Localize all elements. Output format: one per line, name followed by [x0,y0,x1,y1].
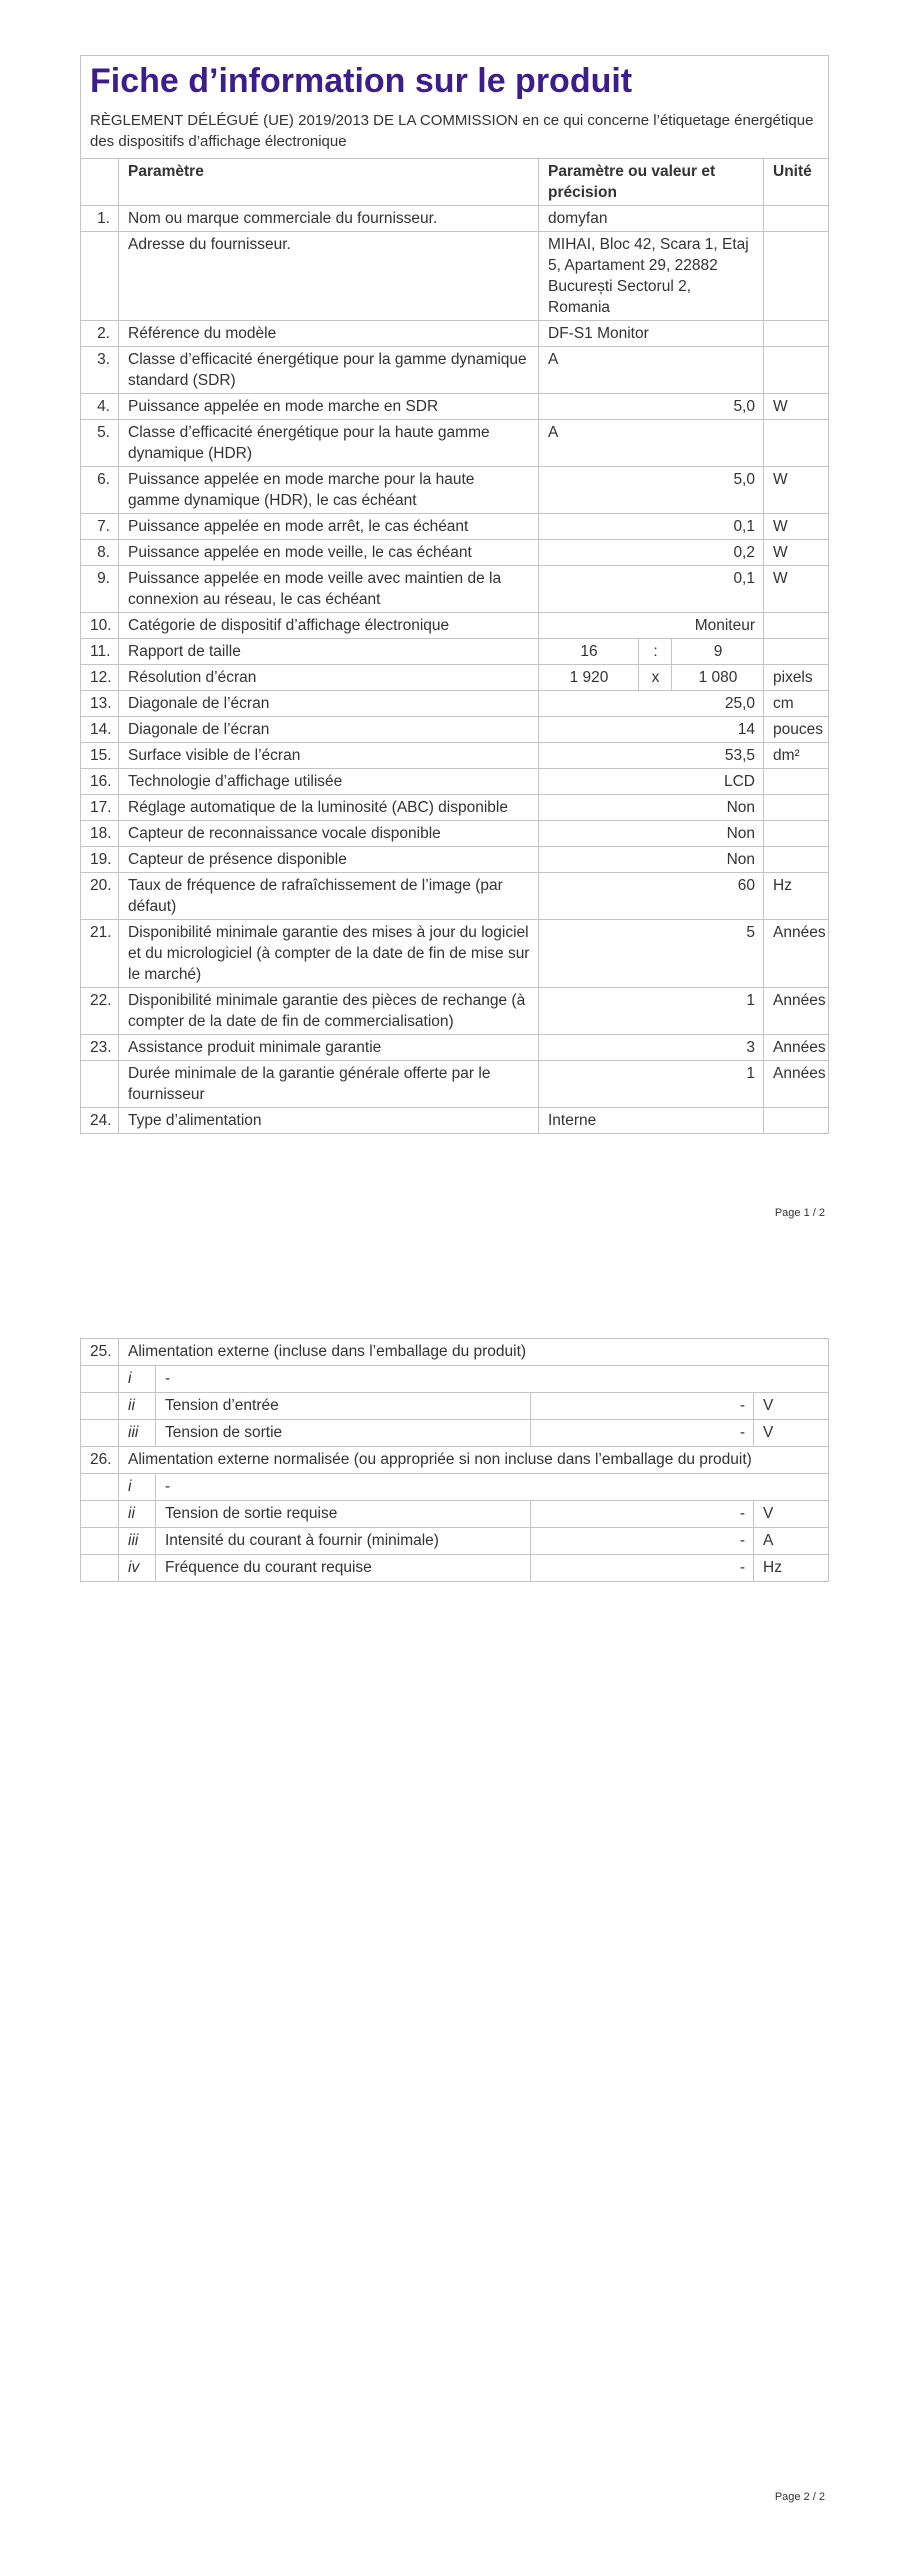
row-label: Alimentation externe normalisée (ou appropriée si non incluse dans l’emballage du produit) [119,1447,829,1474]
row-value: 0,1 [539,514,764,540]
row-label: Diagonale de l’écran [119,691,539,717]
row-number: 4. [81,394,119,420]
row-number: 12. [81,665,119,691]
row-label: Technologie d’affichage utilisée [119,769,539,795]
row-number: 7. [81,514,119,540]
row-value: A [539,347,764,394]
sub-index: ii [119,1393,156,1420]
table-row [81,1555,829,1582]
table-row [81,1108,829,1134]
row-value: 5,0 [539,467,764,514]
row-value: Moniteur [539,613,764,639]
row-label: Puissance appelée en mode arrêt, le cas échéant [119,514,539,540]
row-unit: V [754,1393,829,1420]
table-row [81,1061,829,1108]
row-label: Alimentation externe (incluse dans l’emballage du produit) [119,1339,829,1366]
row-number: 9. [81,566,119,613]
row-value: 5,0 [539,394,764,420]
row-number: 15. [81,743,119,769]
row-number: 13. [81,691,119,717]
row-label: Durée minimale de la garantie générale offerte par le fournisseur [119,1061,539,1108]
table-row [81,743,829,769]
row-value: 0,2 [539,540,764,566]
row-value: Interne [539,1108,764,1134]
table-row [81,1366,829,1393]
row-value: 1 [539,988,764,1035]
row-value: - [531,1555,754,1582]
table-row [81,467,829,514]
table-row [81,613,829,639]
sub-index: i [119,1474,156,1501]
row-label: Fréquence du courant requise [156,1555,531,1582]
table-row [81,420,829,467]
row-number: 11. [81,639,119,665]
row-label: Capteur de présence disponible [119,847,539,873]
row-unit: W [764,467,829,514]
row-label: Assistance produit minimale garantie [119,1035,539,1061]
row-unit: Hz [754,1555,829,1582]
table-row [81,1339,829,1366]
row-label: Disponibilité minimale garantie des pièces de rechange (à compter de la date de fin de commercialisation) [119,988,539,1035]
page-1 [0,0,905,1240]
col-header-unit: Unité [764,159,829,206]
row-unit: Années [764,1035,829,1061]
table-row [81,394,829,420]
row-label: Référence du modèle [119,321,539,347]
row-unit: V [754,1501,829,1528]
row-value: Non [539,847,764,873]
row-label: Rapport de taille [119,639,539,665]
col-header-value: Paramètre ou valeur et précision [539,159,764,206]
table-row [81,769,829,795]
table-row [81,795,829,821]
row-unit [764,639,829,665]
page-2 [0,1320,905,2560]
regulation-subtitle: RÈGLEMENT DÉLÉGUÉ (UE) 2019/2013 DE LA COMMISSION en ce qui concerne l’étiquetage énergétique des dispositifs d’affichage électronique [90,112,814,150]
aspect-height: 9 [672,639,764,665]
row-unit: pouces [764,717,829,743]
row-label: Résolution d’écran [119,665,539,691]
row-unit [764,613,829,639]
row-value: DF-S1 Monitor [539,321,764,347]
product-info-table [80,55,829,1134]
page-number: Page 1 / 2 [774,1207,825,1219]
table-row [81,847,829,873]
table-row [81,920,829,988]
table-row [81,1474,829,1501]
table-row [81,321,829,347]
header-block [81,56,829,159]
table-row [81,540,829,566]
table-row [81,873,829,920]
col-header-param: Paramètre [119,159,539,206]
sub-index: iii [119,1528,156,1555]
row-label: Tension de sortie requise [156,1501,531,1528]
row-number: 3. [81,347,119,394]
table-row [81,639,829,665]
row-unit [764,1108,829,1134]
row-label: Réglage automatique de la luminosité (ABC) disponible [119,795,539,821]
table-row [81,232,829,321]
row-label: Adresse du fournisseur. [119,232,539,321]
table-row [81,206,829,232]
row-number [81,1061,119,1108]
row-number: 14. [81,717,119,743]
resolution-height: 1 080 [672,665,764,691]
row-unit: W [764,566,829,613]
row-number: 21. [81,920,119,988]
row-number: 18. [81,821,119,847]
row-unit [764,420,829,467]
sub-index: ii [119,1501,156,1528]
row-unit: W [764,514,829,540]
row-unit: Années [764,988,829,1035]
table-row [81,1393,829,1420]
row-unit: A [754,1528,829,1555]
row-label: Puissance appelée en mode veille, le cas échéant [119,540,539,566]
row-number: 1. [81,206,119,232]
row-unit: W [764,394,829,420]
row-unit: Années [764,920,829,988]
row-number: 16. [81,769,119,795]
row-unit: dm² [764,743,829,769]
row-unit [764,206,829,232]
table-row [81,566,829,613]
row-number: 24. [81,1108,119,1134]
table-row [81,1420,829,1447]
table-row [81,514,829,540]
row-label: Catégorie de dispositif d’affichage électronique [119,613,539,639]
aspect-width: 16 [539,639,639,665]
sub-index: iv [119,1555,156,1582]
table-row [81,1447,829,1474]
row-label: - [156,1366,829,1393]
row-number: 2. [81,321,119,347]
row-label: Taux de fréquence de rafraîchissement de l’image (par défaut) [119,873,539,920]
resolution-width: 1 920 [539,665,639,691]
row-number [81,232,119,321]
row-unit [764,821,829,847]
row-label: Diagonale de l’écran [119,717,539,743]
row-value: LCD [539,769,764,795]
row-label: Type d’alimentation [119,1108,539,1134]
row-unit [764,847,829,873]
row-unit [764,321,829,347]
row-number: 8. [81,540,119,566]
power-supply-table [80,1338,829,1582]
row-value: 60 [539,873,764,920]
row-number: 5. [81,420,119,467]
page-number: Page 2 / 2 [774,2491,825,2503]
row-number: 10. [81,613,119,639]
row-label: Classe d’efficacité énergétique pour la gamme dynamique standard (SDR) [119,347,539,394]
sub-index: i [119,1366,156,1393]
row-value: - [531,1528,754,1555]
row-unit: pixels [764,665,829,691]
table-row [81,988,829,1035]
row-label: Puissance appelée en mode veille avec maintien de la connexion au réseau, le cas échéant [119,566,539,613]
row-value: 1 [539,1061,764,1108]
row-label: Puissance appelée en mode marche en SDR [119,394,539,420]
row-label: Capteur de reconnaissance vocale disponible [119,821,539,847]
row-label: Puissance appelée en mode marche pour la haute gamme dynamique (HDR), le cas échéant [119,467,539,514]
row-number: 19. [81,847,119,873]
row-value: MIHAI, Bloc 42, Scara 1, Etaj 5, Apartament 29, 22882 București Sectorul 2, Romania [539,232,764,321]
table-row [81,717,829,743]
row-label: Nom ou marque commerciale du fournisseur. [119,206,539,232]
table-row [81,665,829,691]
row-value: - [531,1393,754,1420]
row-number: 26. [81,1447,119,1474]
row-label: Classe d’efficacité énergétique pour la haute gamme dynamique (HDR) [119,420,539,467]
row-label: Tension d’entrée [156,1393,531,1420]
row-unit [764,795,829,821]
row-value: 25,0 [539,691,764,717]
row-unit [764,232,829,321]
row-unit: cm [764,691,829,717]
row-number: 6. [81,467,119,514]
row-value: domyfan [539,206,764,232]
row-value: Non [539,795,764,821]
resolution-separator: x [639,665,672,691]
sub-index: iii [119,1420,156,1447]
column-headers [81,159,829,206]
row-label: Disponibilité minimale garantie des mises à jour du logiciel et du micrologiciel (à compter de la date de fin de mise sur le marché) [119,920,539,988]
table-row [81,1035,829,1061]
row-value: - [531,1420,754,1447]
row-label: Tension de sortie [156,1420,531,1447]
row-number: 20. [81,873,119,920]
table-row [81,1528,829,1555]
page-title: Fiche d’information sur le produit [90,62,633,100]
row-unit [764,769,829,795]
row-unit: V [754,1420,829,1447]
row-number: 25. [81,1339,119,1366]
row-unit [764,347,829,394]
table-row [81,347,829,394]
row-unit: Années [764,1061,829,1108]
row-value: 53,5 [539,743,764,769]
row-unit: W [764,540,829,566]
table-row [81,691,829,717]
row-label: Intensité du courant à fournir (minimale) [156,1528,531,1555]
row-number: 23. [81,1035,119,1061]
row-value: Non [539,821,764,847]
row-number: 17. [81,795,119,821]
aspect-separator: : [639,639,672,665]
row-number: 22. [81,988,119,1035]
row-value: - [531,1501,754,1528]
row-value: A [539,420,764,467]
row-value: 5 [539,920,764,988]
row-unit: Hz [764,873,829,920]
row-value: 0,1 [539,566,764,613]
row-label: - [156,1474,829,1501]
row-value: 3 [539,1035,764,1061]
table-row [81,1501,829,1528]
row-value: 14 [539,717,764,743]
table-row [81,821,829,847]
row-label: Surface visible de l’écran [119,743,539,769]
